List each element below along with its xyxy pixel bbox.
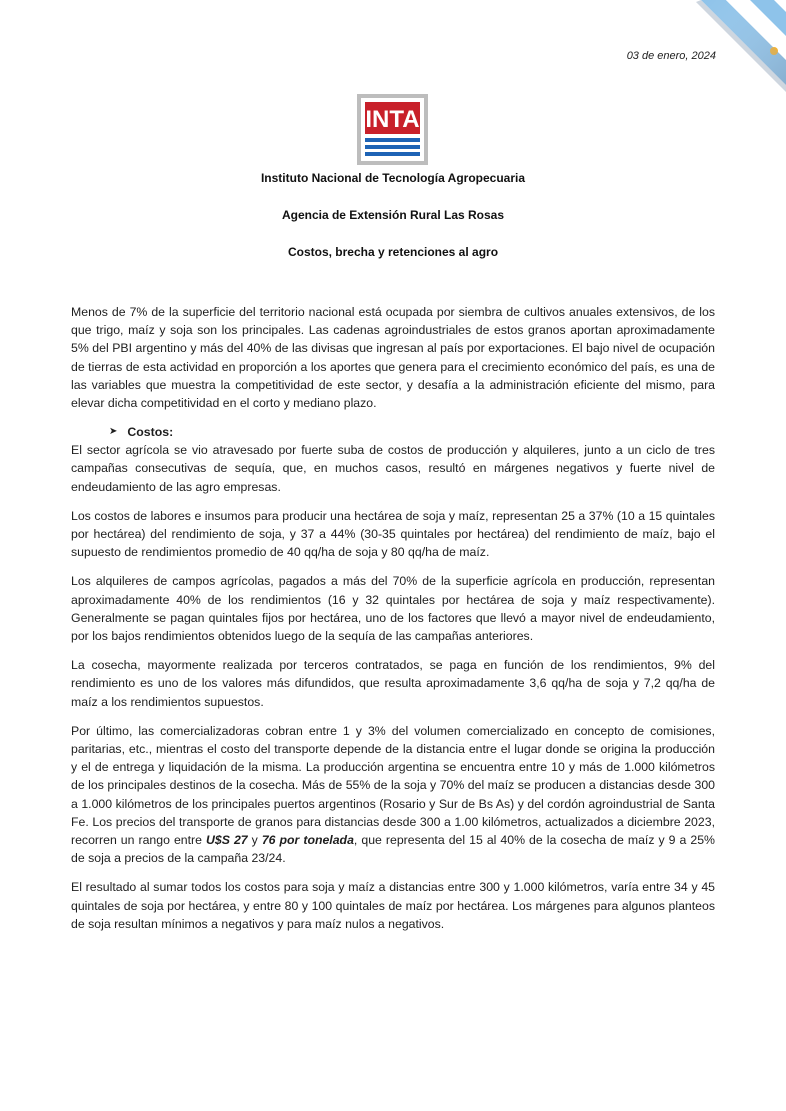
- intro-paragraph: Menos de 7% de la superficie del territorio nacional está ocupada por siembra de cultivos anuales extensivos, de los que trigo, maíz y soja son los principales. Las cadenas agroindustriales de estos granos aportan aproximadamente 5% del PBI argentino y más del 40% de las divisas que ingresan al país por exportaciones. El bajo nivel de ocupación de tierras de esta actividad en proporción a los aportes que genera para el crecimiento económico del país, es una de las variables que muestra la competitividad de este sector, y desafía a la administración eficiente del mismo, para elevar dicha competitividad en el corto y mediano plazo.: [71, 305, 715, 411]
- inta-logo: [357, 94, 428, 165]
- section-heading-costos: [109, 423, 715, 441]
- document-body: [71, 303, 715, 944]
- transporte-price-high: 76 por tonelada: [261, 833, 354, 848]
- transporte-text-end: , que representa del 15 al 40% de la cosecha de maíz y 9 a 25% de soja a precios de la campaña 23/24.: [71, 833, 715, 866]
- transporte-text-start: Por último, las comercializadoras cobran entre 1 y 3% del volumen comercializado en concepto de comisiones, paritarias, etc., mientras el costo del transporte depende de la distancia entre el lugar donde se origina la producción y el de entrega y liquidación de la misma. La producción argentina se encuentra entre 10 y más de 1.000 kilómetros de los principales destinos de la cosecha. Más de 55% de la soja y 70% del maíz se producen a distancias desde 300 a 1.000 kilómetros de los principales puertos argentinos (Rosario y Sur de Bs As) y del cordón agroindustrial de Santa Fe. Los precios del transporte de granos para distancias desde 300 a 1.00 kilómetros, actualizados a diciembre 2023, recorren un rango entre: [71, 723, 715, 848]
- transporte-text-mid: y: [247, 833, 262, 848]
- document-title: Costos, brecha y retenciones al agro: [287, 245, 499, 259]
- paragraph-alquileres: Los alquileres de campos agrícolas, pagados a más del 70% de la superficie agrícola en producción, representan aproximadamente 40% de los rendimientos (16 y 32 quintales por hectárea de soja y maíz respectivamente). Generalmente se pagan quintales fijos por hectárea, uno de los factores que llevó a mayor nivel de endeudamiento, por los bajos rendimientos obtenidos luego de la sequía de las campañas anteriores.: [71, 574, 715, 644]
- paragraph-cosecha: La cosecha, mayormente realizada por terceros contratados, se paga en función de los rendimientos, 9% del rendimiento es uno de los valores más difundidos, que resulta aproximadamente 3,6 qq/ha de soja y 7,2 qq/ha de maíz a los rendimientos supuestos.: [71, 658, 715, 709]
- arrow-bullet-icon: ➤: [109, 426, 118, 438]
- paragraph-transporte: [71, 722, 715, 868]
- agency-name: Agencia de Extensión Rural Las Rosas: [281, 208, 505, 222]
- argentine-flag-corner: [646, 0, 786, 140]
- document-date: 03 de enero, 2024: [626, 50, 716, 62]
- paragraph-resultado: El resultado al sumar todos los costos para soja y maíz a distancias entre 300 y 1.000 kilómetros, varía entre 34 y 45 quintales de soja por hectárea, y entre 80 y 100 quintales de maíz por hectárea. Los márgenes para algunos planteos de soja resultan mínimos a negativos y para maíz nulos a negativos.: [71, 880, 715, 931]
- transporte-price-low: U$S 27: [206, 833, 248, 848]
- svg-text:INTA: INTA: [365, 106, 420, 133]
- flag-ribbon-graphic: [646, 0, 786, 140]
- section-heading-label: Costos:: [127, 425, 174, 440]
- institute-name: Instituto Nacional de Tecnología Agropecuaria: [260, 171, 526, 185]
- paragraph-costos-1: El sector agrícola se vio atravesado por fuerte suba de costos de producción y alquileres, junto a un ciclo de tres campañas consecutivas de sequía, que, en muchos casos, resultó en márgenes negativos y fuerte nivel de endeudamiento de las agro empresas.: [71, 443, 715, 494]
- paragraph-costos-2: Los costos de labores e insumos para producir una hectárea de soja y maíz, representan 25 a 37% (10 a 15 quintales por hectárea) del rendimiento de soja, y 37 a 44% (30-35 quintales por hectárea) del rendimiento de maíz, bajo el supuesto de rendimientos promedio de 40 qq/ha de soja y 80 qq/ha de maíz.: [71, 508, 715, 560]
